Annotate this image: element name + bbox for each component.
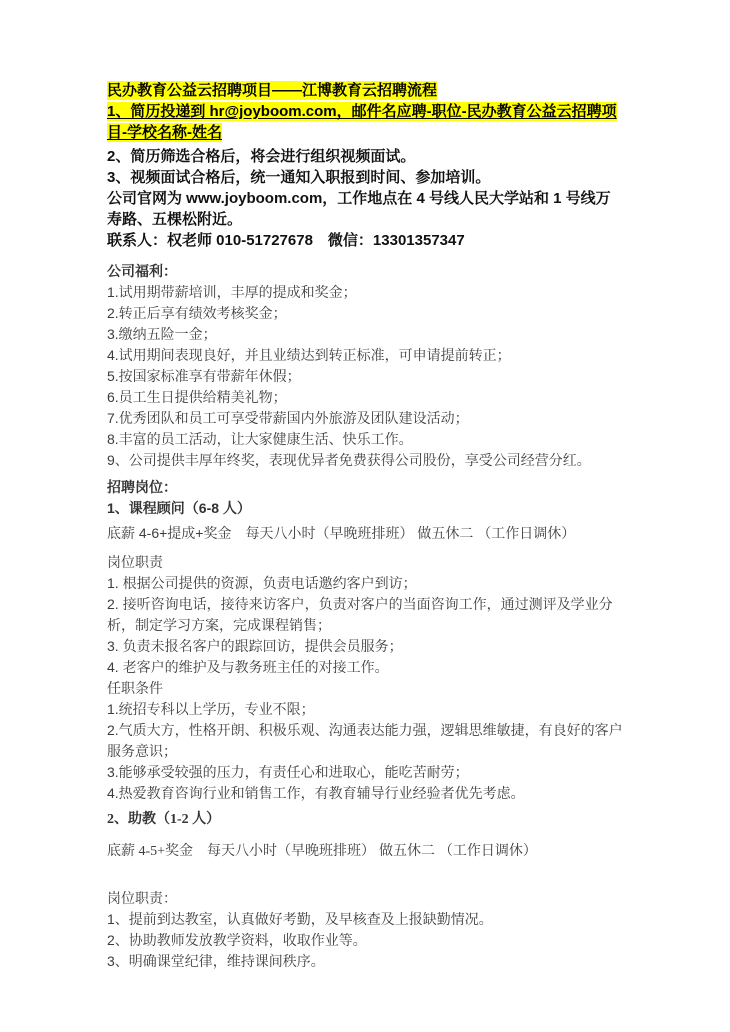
benefit-item: 3.缴纳五险一金； [107, 326, 217, 342]
benefit-item: 1.试用期带薪培训，丰厚的提成和奖金； [107, 284, 357, 300]
position2-salary-schedule: 每天八小时（早晚班排班） 做五休二 （工作日调休） [193, 842, 537, 858]
company-website-line: 公司官网为 www.joyboom.com，工作地点在 4 号线人民大学站和 1 号线万寿路、五棵松附近。 [107, 190, 611, 228]
position1-duty: 2. 接听咨询电话，接待来访客户，负责对客户的当面咨询工作，通过测评及学业分析，制定学习方案，完成课程销售； [107, 596, 613, 633]
position2-duty: 1、提前到达教室，认真做好考勤，及早核查及上报缺勤情况。 [107, 911, 493, 927]
contact-line: 联系人：权老师 010-51727678 微信：13301357347 [107, 232, 465, 249]
position1-duty: 1. 根据公司提供的资源，负责电话邀约客户到访； [107, 575, 417, 591]
benefit-item: 7.优秀团队和员工可享受带薪国内外旅游及团队建设活动； [107, 410, 469, 426]
apply-step-1 [107, 101, 624, 143]
doc-title-highlight: 民办教育公益云招聘项目——江博教育云招聘流程 [107, 82, 438, 99]
apply-step-1-highlight: 1、简历投递到 hr@joyboom.com，邮件名应聘-职位-民办教育公益云招聘项目-学校名称-姓名 [107, 103, 617, 141]
position1-requirement: 1.统招专科以上学历，专业不限； [107, 701, 315, 717]
position1-requirement: 4.热爱教育咨询行业和销售工作，有教育辅导行业经验者优先考虑。 [107, 785, 525, 801]
benefit-item: 5.按国家标准享有带薪年休假； [107, 368, 301, 384]
position1-requirement: 2.气质大方，性格开朗、积极乐观、沟通表达能力强，逻辑思维敏捷，有良好的客户服务意识； [107, 722, 623, 759]
doc-title-line [107, 80, 624, 101]
benefit-item: 4.试用期间表现良好，并且业绩达到转正标准，可申请提前转正； [107, 347, 511, 363]
position2-duties-heading: 岗位职责： [107, 890, 177, 906]
position2-title: 2、助教（1-2 人） [107, 812, 221, 827]
position1-duty: 3. 负责未报名客户的跟踪回访，提供会员服务； [107, 638, 403, 654]
position2-duty: 3、明确课堂纪律，维持课间秩序。 [107, 953, 325, 969]
apply-step-3: 3、视频面试合格后，统一通知入职报到时间、参加培训。 [107, 169, 491, 186]
position1-duties-heading: 岗位职责 [107, 554, 163, 570]
benefit-item: 8.丰富的员工活动，让大家健康生活、快乐工作。 [107, 431, 413, 447]
position1-requirements-heading: 任职条件 [107, 680, 163, 696]
position2-salary [107, 840, 624, 862]
positions-heading: 招聘岗位： [107, 479, 177, 495]
position1-requirement: 3.能够承受较强的压力，有责任心和进取心，能吃苦耐劳； [107, 764, 469, 780]
benefits-heading: 公司福利： [107, 263, 177, 279]
benefit-item: 9、公司提供丰厚年终奖，表现优异者免费获得公司股份，享受公司经营分红。 [107, 452, 591, 468]
benefit-item: 6.员工生日提供给精美礼物； [107, 389, 287, 405]
position1-duty: 4. 老客户的维护及与教务班主任的对接工作。 [107, 659, 389, 675]
position1-title: 1、课程顾问（6-8 人） [107, 500, 251, 516]
position2-duty: 2、协助教师发放教学资料，收取作业等。 [107, 932, 367, 948]
position1-salary: 底薪 4-6+提成+奖金 每天八小时（早晚班排班） 做五休二 （工作日调休） [107, 525, 576, 541]
position2-salary-base: 底薪 4-5+奖金 [107, 844, 194, 859]
benefit-item: 2.转正后享有绩效考核奖金； [107, 305, 287, 321]
apply-step-2: 2、简历筛选合格后，将会进行组织视频面试。 [107, 148, 416, 165]
